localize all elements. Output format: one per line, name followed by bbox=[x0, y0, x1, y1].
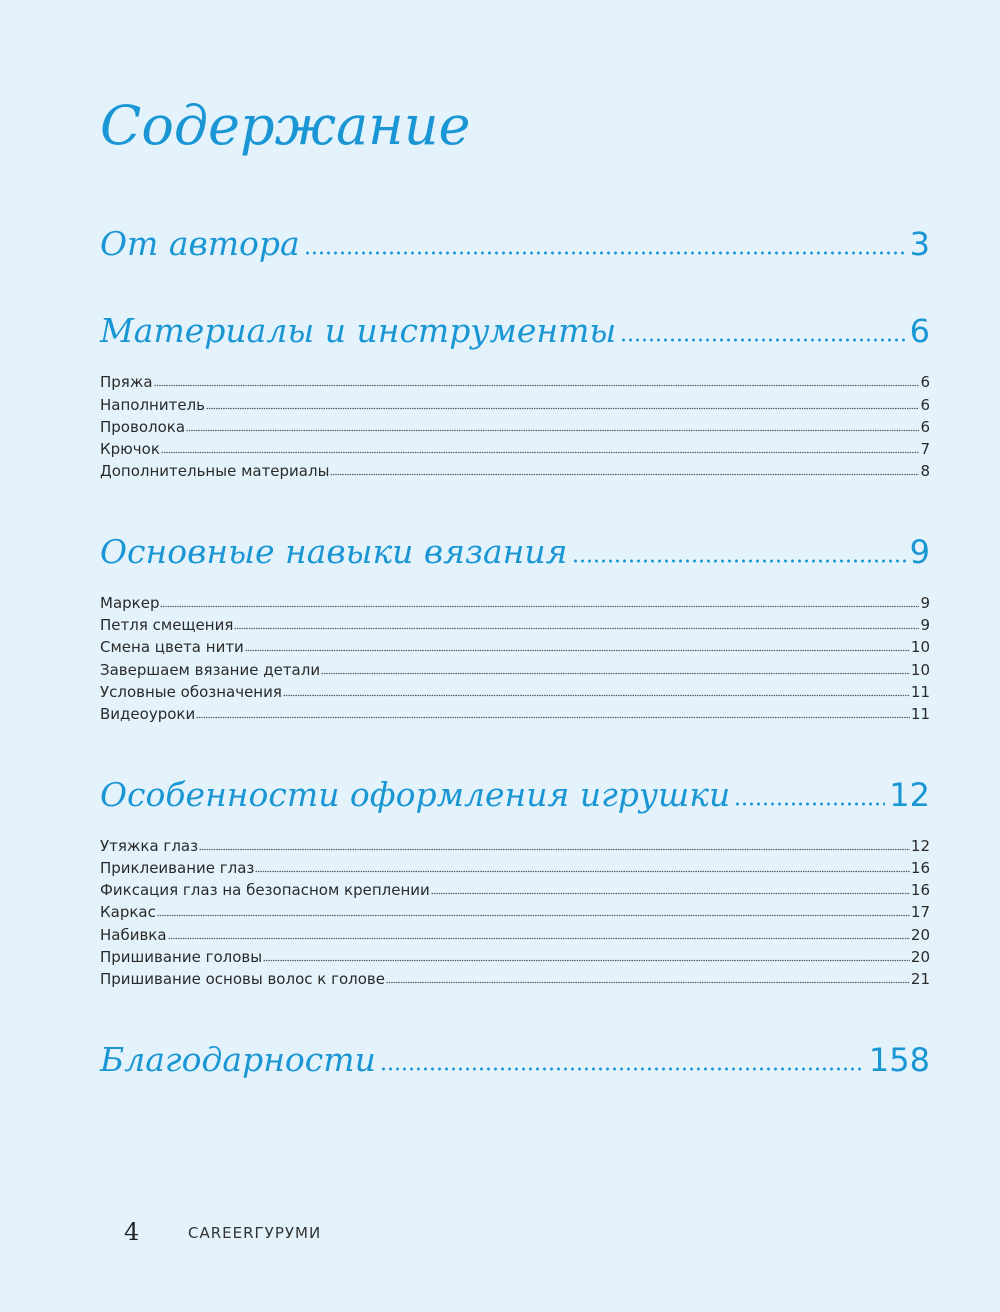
toc-section-page: 9 bbox=[909, 533, 930, 571]
toc-entry[interactable] bbox=[100, 592, 930, 614]
dot-leader bbox=[245, 649, 910, 652]
toc-entry-label: Завершаем вязание детали bbox=[100, 661, 321, 679]
dot-leader bbox=[386, 981, 910, 984]
toc-entry-page: 11 bbox=[910, 705, 930, 723]
dot-leader bbox=[321, 672, 910, 675]
dot-leader bbox=[304, 251, 906, 255]
dot-leader bbox=[431, 892, 910, 895]
toc-entry-label: Каркас bbox=[100, 903, 156, 921]
toc-entry-page: 21 bbox=[910, 970, 930, 988]
toc-entry-page: 6 bbox=[920, 373, 930, 391]
toc-entry-page: 8 bbox=[920, 462, 930, 480]
toc-entry[interactable] bbox=[100, 681, 930, 703]
toc-entry-label: Условные обозначения bbox=[100, 683, 282, 701]
toc-entry[interactable] bbox=[100, 946, 930, 968]
dot-leader bbox=[572, 559, 906, 563]
toc-section-from-author[interactable] bbox=[100, 220, 930, 268]
toc-entry-label: Маркер bbox=[100, 594, 160, 612]
toc-entry[interactable] bbox=[100, 438, 930, 460]
toc-entry-page: 9 bbox=[920, 594, 930, 612]
dot-leader bbox=[380, 1067, 865, 1071]
toc-section-page: 12 bbox=[889, 776, 930, 814]
toc-entry-page: 6 bbox=[920, 418, 930, 436]
toc-entry-label: Пришивание основы волос к голове bbox=[100, 970, 385, 988]
toc-entry-label: Смена цвета нити bbox=[100, 638, 244, 656]
toc-entry-page: 11 bbox=[910, 683, 930, 701]
dot-leader bbox=[734, 802, 885, 806]
dot-leader bbox=[206, 407, 919, 410]
toc-section-label: Основные навыки вязания bbox=[100, 532, 568, 571]
footer-book-title: CAREERГУРУМИ bbox=[188, 1224, 322, 1242]
toc-entry-page: 17 bbox=[910, 903, 930, 921]
toc-entry[interactable] bbox=[100, 857, 930, 879]
toc-entry[interactable] bbox=[100, 879, 930, 901]
toc-entry-page: 10 bbox=[910, 661, 930, 679]
toc-section-acknowledgements[interactable] bbox=[100, 1036, 930, 1084]
toc-entry-label: Набивка bbox=[100, 926, 167, 944]
toc-entry[interactable] bbox=[100, 835, 930, 857]
toc-section-materials[interactable] bbox=[100, 307, 930, 355]
toc-entry-label: Крючок bbox=[100, 440, 160, 458]
dot-leader bbox=[160, 605, 919, 608]
toc-entry[interactable] bbox=[100, 371, 930, 393]
toc-entry-label: Пряжа bbox=[100, 373, 153, 391]
toc-entry-page: 6 bbox=[920, 396, 930, 414]
dot-leader bbox=[168, 937, 910, 940]
toc-entry-label: Фиксация глаз на безопасном креплении bbox=[100, 881, 430, 899]
dot-leader bbox=[255, 870, 910, 873]
toc-entry-label: Наполнитель bbox=[100, 396, 205, 414]
toc-entry[interactable] bbox=[100, 416, 930, 438]
toc-section-toy-design[interactable] bbox=[100, 771, 930, 819]
toc-entry-label: Петля смещения bbox=[100, 616, 234, 634]
dot-leader bbox=[620, 338, 905, 342]
toc-entry[interactable] bbox=[100, 924, 930, 946]
toc-section-label: Материалы и инструменты bbox=[100, 311, 617, 350]
toc-section-label: Особенности оформления игрушки bbox=[100, 775, 731, 814]
toc-entry-label: Дополнительные материалы bbox=[100, 462, 330, 480]
dot-leader bbox=[263, 959, 910, 962]
toc-entry[interactable] bbox=[100, 614, 930, 636]
toc-section-page: 158 bbox=[868, 1041, 930, 1079]
toc-entry[interactable] bbox=[100, 394, 930, 416]
toc-entry[interactable] bbox=[100, 703, 930, 725]
toc-section-label: От автора bbox=[100, 224, 300, 263]
toc-entry-page: 9 bbox=[920, 616, 930, 634]
toc-entry-label: Утяжка глаз bbox=[100, 837, 199, 855]
dot-leader bbox=[196, 716, 910, 719]
page-title: Содержание bbox=[100, 94, 471, 157]
toc-entry[interactable] bbox=[100, 901, 930, 923]
toc-entry-label: Приклеивание глаз bbox=[100, 859, 255, 877]
toc-entry-page: 7 bbox=[920, 440, 930, 458]
toc-entry[interactable] bbox=[100, 968, 930, 990]
dot-leader bbox=[199, 848, 910, 851]
toc-entry-page: 20 bbox=[910, 926, 930, 944]
toc-section-page: 6 bbox=[909, 312, 930, 350]
toc-entry[interactable] bbox=[100, 636, 930, 658]
dot-leader bbox=[330, 473, 919, 476]
dot-leader bbox=[161, 451, 920, 454]
dot-leader bbox=[234, 627, 919, 630]
toc-section-label: Благодарности bbox=[100, 1040, 376, 1079]
toc-entry-page: 16 bbox=[910, 859, 930, 877]
dot-leader bbox=[157, 914, 910, 917]
toc-entry-page: 20 bbox=[910, 948, 930, 966]
toc-section-page: 3 bbox=[909, 225, 930, 263]
toc-section-basic-skills[interactable] bbox=[100, 528, 930, 576]
toc-entry-page: 16 bbox=[910, 881, 930, 899]
dot-leader bbox=[154, 384, 920, 387]
toc-entry[interactable] bbox=[100, 659, 930, 681]
toc-entry-label: Пришивание головы bbox=[100, 948, 263, 966]
dot-leader bbox=[186, 429, 919, 432]
toc-entry[interactable] bbox=[100, 460, 930, 482]
footer-page-number: 4 bbox=[124, 1218, 140, 1246]
toc-entry-page: 10 bbox=[910, 638, 930, 656]
toc-entry-page: 12 bbox=[910, 837, 930, 855]
toc-entry-label: Видеоуроки bbox=[100, 705, 196, 723]
toc-entry-label: Проволока bbox=[100, 418, 186, 436]
dot-leader bbox=[283, 694, 910, 697]
